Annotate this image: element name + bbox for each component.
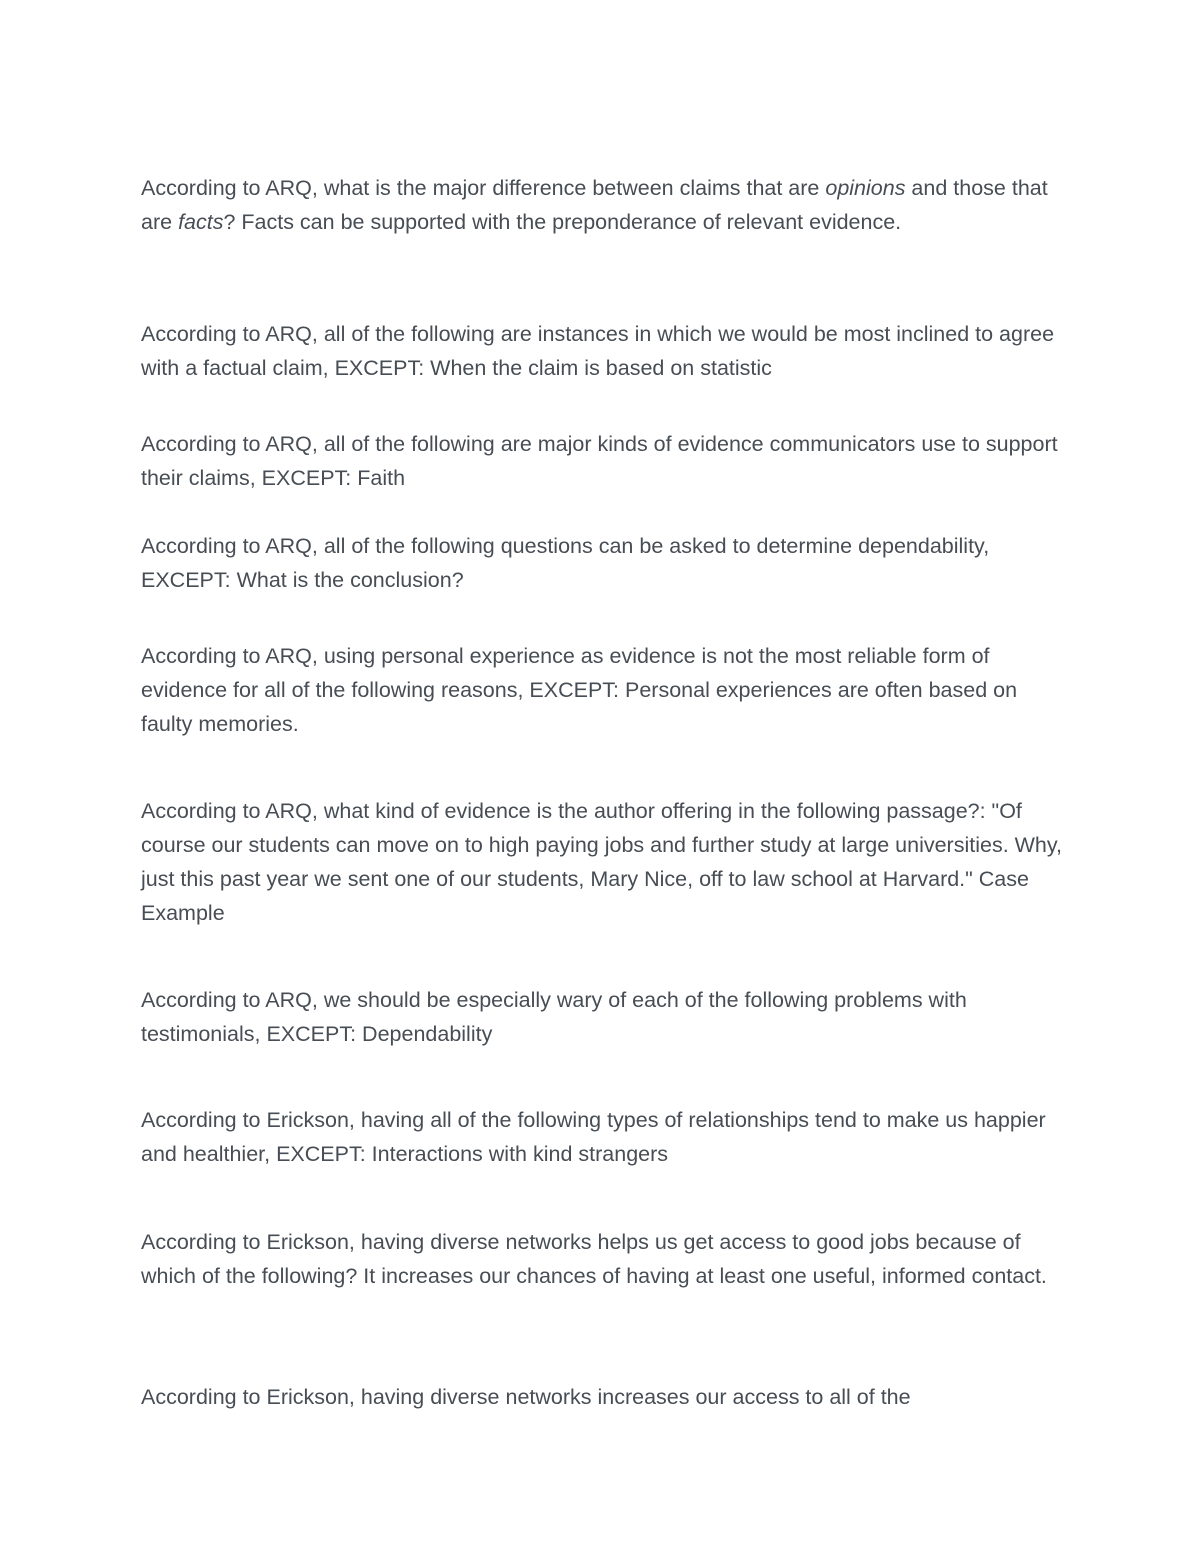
question-paragraph-7: According to ARQ, we should be especially wary of each of the following problems with testimonials, EXCEPT: Dependability — [141, 988, 967, 1046]
emphasis-facts: facts — [178, 210, 224, 234]
question-paragraph-2: According to ARQ, all of the following are instances in which we would be most inclined to agree with a factual claim, EXCEPT: When the claim is based on statistic — [141, 322, 1055, 380]
question-paragraph-4: According to ARQ, all of the following questions can be asked to determine dependability, EXCEPT: What is the conclusion? — [141, 534, 990, 592]
question-text: and those that are — [141, 176, 1048, 234]
question-paragraph-9: According to Erickson, having diverse networks helps us get access to good jobs because of which of the following? It increases our chances of having at least one useful, informed contact. — [141, 1230, 1047, 1288]
question-paragraph-8: According to Erickson, having all of the following types of relationships tend to make us happier and healthier, EXCEPT: Interactions with kind strangers — [141, 1108, 1046, 1166]
question-text: According to ARQ, what is the major difference between claims that are — [141, 176, 826, 200]
question-paragraph-1 — [141, 171, 1071, 239]
question-paragraph-3: According to ARQ, all of the following are major kinds of evidence communicators use to support their claims, EXCEPT: Faith — [141, 432, 1058, 490]
question-paragraph-10: According to Erickson, having diverse networks increases our access to all of the — [141, 1385, 911, 1409]
question-paragraph-6: According to ARQ, what kind of evidence is the author offering in the following passage?: "Of course our students can move on to high paying jobs and further study at large universities. Why, just this past year we sent one of our students, Mary Nice, off to law school at Harvard." Case Example — [141, 799, 1063, 925]
question-text: ? Facts can be supported with the preponderance of relevant evidence. — [223, 210, 902, 234]
emphasis-opinions: opinions — [825, 176, 906, 200]
question-paragraph-5: According to ARQ, using personal experience as evidence is not the most reliable form of evidence for all of the following reasons, EXCEPT: Personal experiences are often based on faulty memories. — [141, 644, 1018, 736]
